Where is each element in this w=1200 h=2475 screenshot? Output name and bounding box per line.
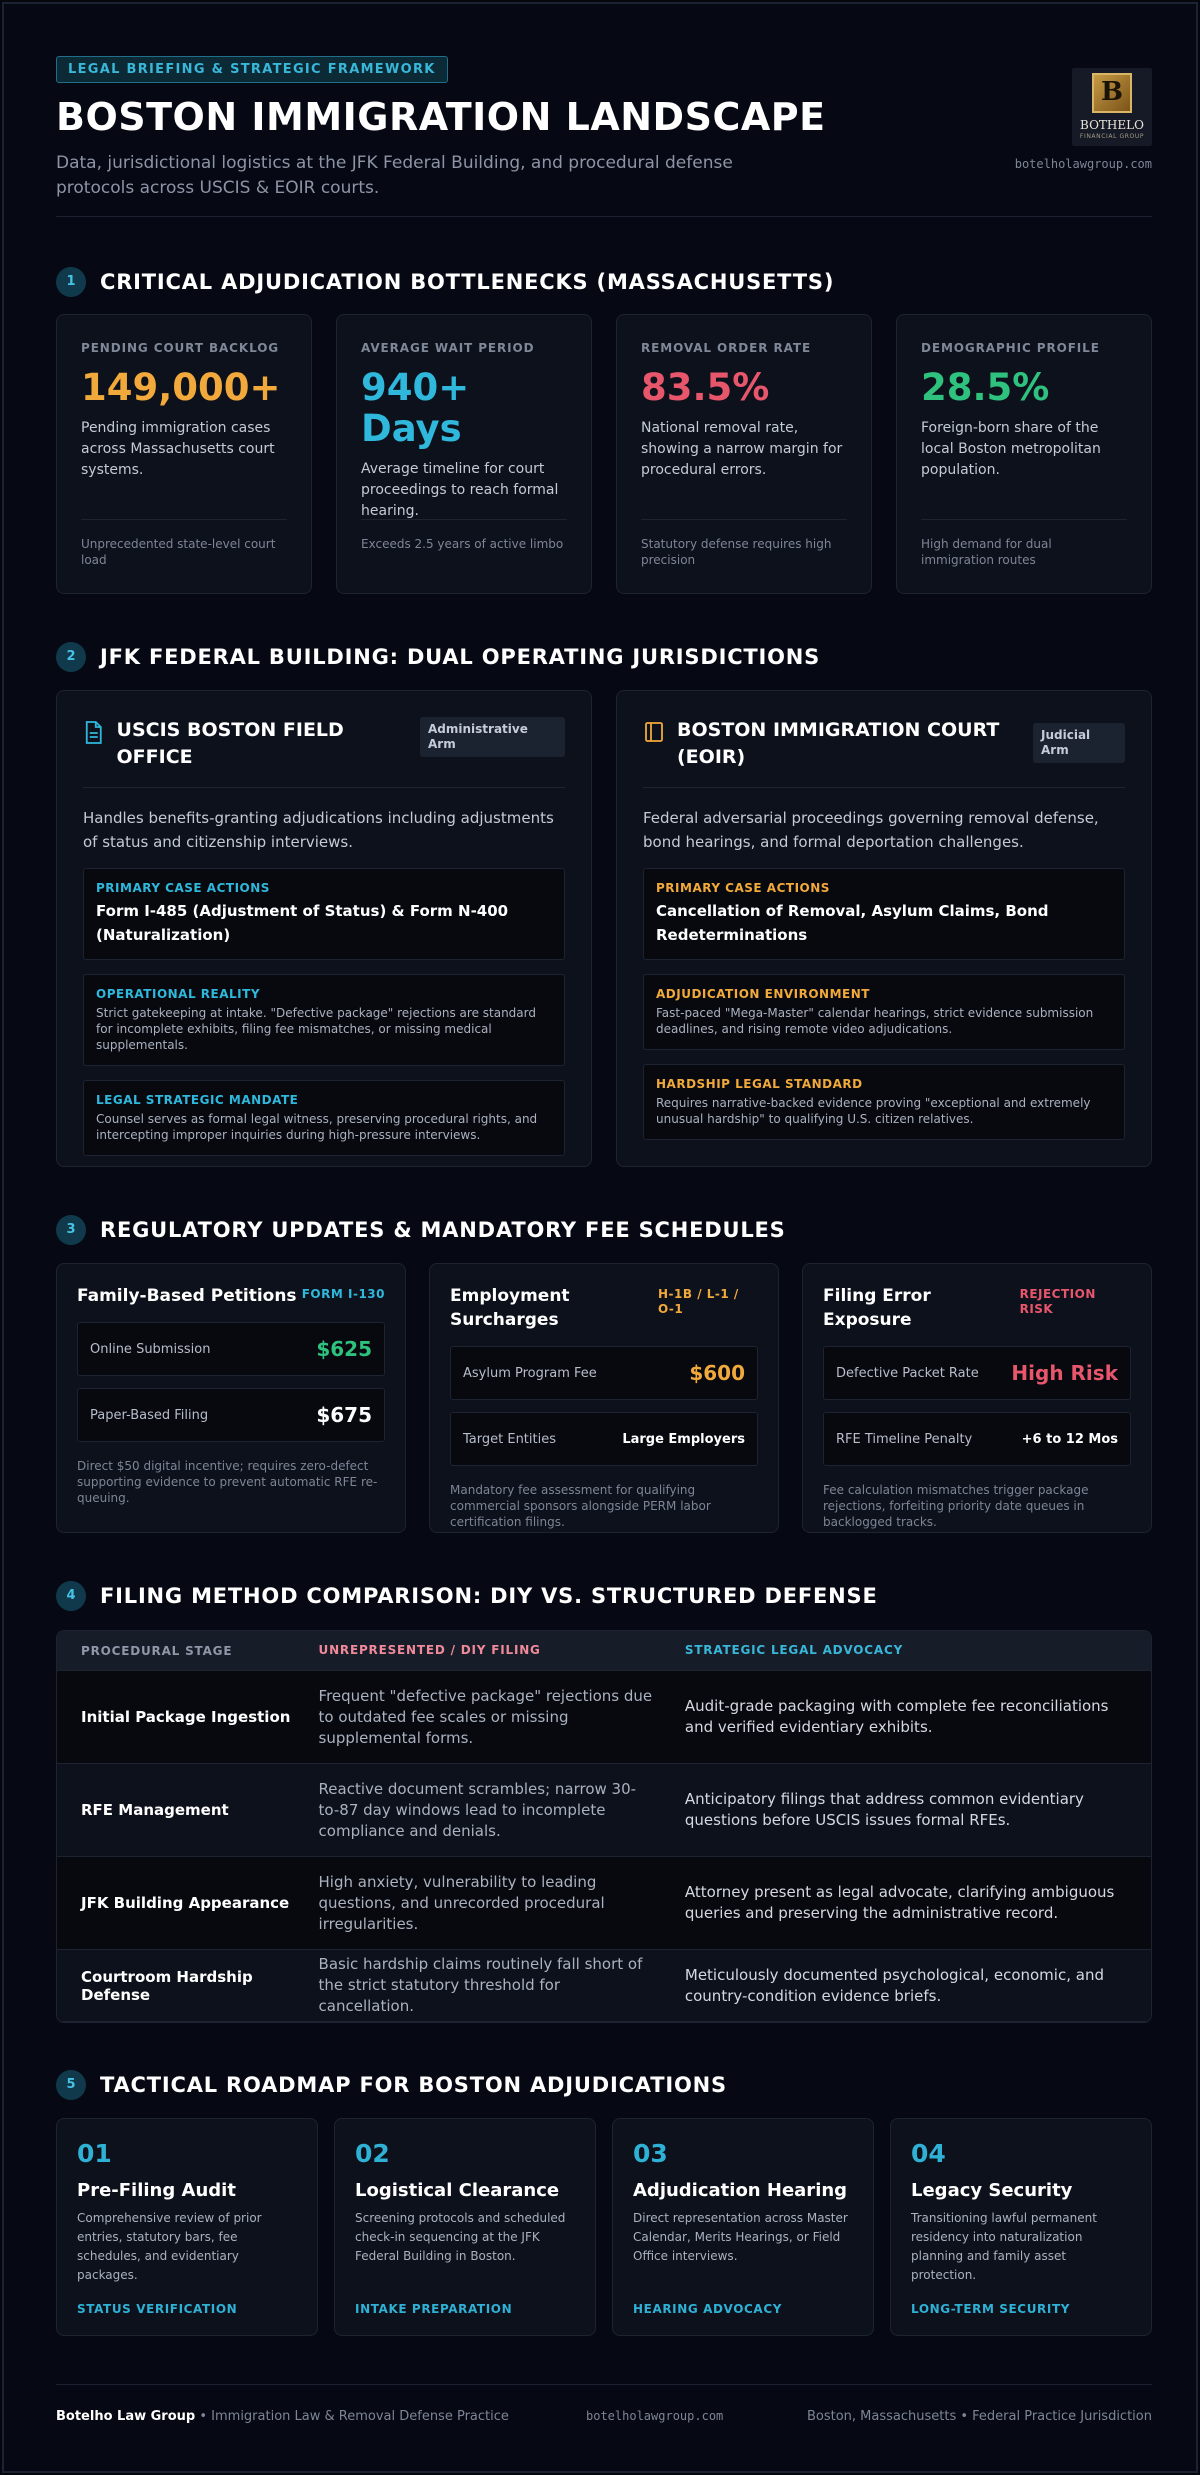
- uscis-tag: Administrative Arm: [420, 717, 565, 757]
- eoir-primary-label: PRIMARY CASE ACTIONS: [656, 881, 830, 895]
- stat-description: National removal rate, showing a narrow margin for procedural errors.: [641, 420, 843, 478]
- row-diy: Frequent "defective package" rejections due to outdated fee scales or missing supplemental forms.: [318, 1686, 653, 1747]
- eoir-hardship-box: [643, 1064, 1125, 1140]
- fee-card-note: Fee calculation mismatches trigger package rejections, forfeiting priority date queues in backlogged tracks.: [823, 1483, 1089, 1529]
- fee-card-tag: H-1B / L-1 / O-1: [658, 1287, 739, 1316]
- table-row: [57, 1950, 1151, 2022]
- page-header: [56, 56, 1152, 216]
- eoir-hardship-label: HARDSHIP LEGAL STANDARD: [656, 1077, 863, 1091]
- uscis-primary-value: Form I-485 (Adjustment of Status) & Form N-400 (Naturalization): [96, 902, 509, 944]
- eoir-hardship-text: Requires narrative-backed evidence proving "exceptional and extremely unusual hardship" to qualifying U.S. citizen relatives.: [656, 1096, 1091, 1126]
- stat-card: [896, 314, 1152, 594]
- fee-card-note: Mandatory fee assessment for qualifying commercial sponsors alongside PERM labor certification filings.: [450, 1483, 711, 1529]
- section-number: 3: [56, 1215, 86, 1245]
- fee-row-label: Asylum Program Fee: [463, 1365, 597, 1381]
- header-stage: PROCEDURAL STAGE: [81, 1643, 233, 1658]
- row-diy: Reactive document scrambles; narrow 30-to-87 day windows lead to incomplete compliance and denials.: [318, 1779, 637, 1840]
- step-action: INTAKE PREPARATION: [355, 2302, 513, 2316]
- fee-row-label: Target Entities: [463, 1431, 556, 1447]
- row-advocacy: Attorney present as legal advocate, clarifying ambiguous queries and preserving the administrative record.: [684, 1883, 1115, 1922]
- logo-subtitle: FINANCIAL GROUP: [1079, 133, 1145, 140]
- fee-row-label: RFE Timeline Penalty: [836, 1431, 973, 1447]
- footer-divider: [56, 2384, 1152, 2385]
- roadmap-step: [612, 2118, 874, 2336]
- fee-card-header: [450, 1284, 758, 1332]
- uscis-operational-text: Strict gatekeeping at intake. "Defective package" rejections are standard for incomplete exhibits, filing fee mismatches, or missing medical supplementals.: [96, 1006, 536, 1052]
- stat-card: [56, 314, 312, 594]
- section-number: 1: [56, 267, 86, 297]
- section-title: TACTICAL ROADMAP FOR BOSTON ADJUDICATIONS: [100, 2073, 727, 2097]
- fee-row: [450, 1412, 758, 1466]
- fee-row-value: High Risk: [1011, 1361, 1118, 1385]
- comparison-table: [56, 1630, 1152, 2023]
- table-row: [57, 1857, 1151, 1950]
- stat-label: PENDING COURT BACKLOG: [81, 341, 280, 355]
- section-title: JFK FEDERAL BUILDING: DUAL OPERATING JURISDICTIONS: [100, 645, 821, 669]
- step-number: 02: [355, 2139, 390, 2168]
- step-number: 01: [77, 2139, 112, 2168]
- uscis-mandate-box: [83, 1080, 565, 1156]
- step-action: HEARING ADVOCACY: [633, 2302, 783, 2316]
- section-title: CRITICAL ADJUDICATION BOTTLENECKS (MASSACHUSETTS): [100, 270, 835, 294]
- stat-value: 83.5%: [641, 366, 770, 409]
- section-jurisdictions: [56, 642, 1152, 672]
- eoir-environment-text: Fast-paced "Mega-Master" calendar hearings, strict evidence submission deadlines, and rising remote video adjudications.: [656, 1006, 1094, 1036]
- eoir-title: BOSTON IMMIGRATION COURT (EOIR): [677, 719, 1000, 768]
- step-action: STATUS VERIFICATION: [77, 2302, 238, 2316]
- step-title: Legacy Security: [911, 2180, 1073, 2201]
- page-subtitle: Data, jurisdictional logistics at the JFK Federal Building, and procedural defense protocols across USCIS & EOIR courts.: [56, 153, 733, 198]
- roadmap-step: [890, 2118, 1152, 2336]
- row-stage: JFK Building Appearance: [81, 1894, 290, 1912]
- fee-row-value: $600: [689, 1361, 745, 1385]
- header-diy: UNREPRESENTED / DIY FILING: [318, 1643, 541, 1657]
- logo-name: BOTHELO: [1080, 118, 1144, 132]
- stat-footnote: Exceeds 2.5 years of active limbo: [361, 519, 567, 552]
- fee-row: [77, 1388, 385, 1442]
- uscis-description: Handles benefits-granting adjudications including adjustments of status and citizenship interviews.: [83, 809, 554, 851]
- fee-row-value: $675: [316, 1403, 372, 1427]
- eoir-card: [616, 690, 1152, 1167]
- page-frame: [2, 2, 1198, 2473]
- row-diy: Basic hardship claims routinely fall short of the strict statutory threshold for cancellation.: [318, 1955, 643, 2015]
- fee-card-header: [823, 1284, 1131, 1332]
- eoir-environment-label: ADJUDICATION ENVIRONMENT: [656, 987, 870, 1001]
- step-title: Logistical Clearance: [355, 2180, 560, 2201]
- fee-card-tag: FORM I-130: [301, 1287, 385, 1301]
- stat-value: 149,000+: [81, 366, 281, 409]
- roadmap-step: [334, 2118, 596, 2336]
- uscis-operational-box: [83, 974, 565, 1066]
- stat-label: AVERAGE WAIT PERIOD: [361, 341, 535, 355]
- section-fees: [56, 1215, 1152, 1245]
- table-row: [57, 1764, 1151, 1857]
- fee-card-title: Family-Based Petitions: [77, 1286, 297, 1306]
- fee-card: [429, 1263, 779, 1533]
- uscis-primary-label: PRIMARY CASE ACTIONS: [96, 881, 270, 895]
- briefing-badge: LEGAL BRIEFING & STRATEGIC FRAMEWORK: [56, 56, 448, 83]
- fee-row-value: Large Employers: [622, 1431, 745, 1447]
- section-roadmap: [56, 2070, 1152, 2100]
- uscis-operational-label: OPERATIONAL REALITY: [96, 987, 261, 1001]
- fee-row: [823, 1346, 1131, 1400]
- uscis-card: [56, 690, 592, 1167]
- step-description: Transitioning lawful permanent residency into naturalization planning and family asset protection.: [911, 2211, 1097, 2282]
- header-advocacy: STRATEGIC LEGAL ADVOCACY: [684, 1643, 904, 1657]
- section-number: 4: [56, 1581, 86, 1611]
- uscis-primary-box: [83, 868, 565, 960]
- step-title: Pre-Filing Audit: [77, 2180, 236, 2201]
- fee-row: [823, 1412, 1131, 1466]
- row-advocacy: Meticulously documented psychological, economic, and country-condition evidence briefs.: [684, 1965, 1104, 2005]
- footer-url-link[interactable]: botelholawgroup.com: [586, 2409, 724, 2423]
- fee-row-label: Paper-Based Filing: [90, 1407, 209, 1423]
- uscis-mandate-text: Counsel serves as formal legal witness, preserving procedural rights, and intercepting improper inquiries during high-pressure interviews.: [96, 1112, 538, 1142]
- stat-footnote: Unprecedented state-level court load: [81, 519, 287, 568]
- section-bottlenecks: [56, 267, 1152, 297]
- eoir-environment-box: [643, 974, 1125, 1050]
- eoir-primary-box: [643, 868, 1125, 960]
- book-icon: [643, 721, 665, 743]
- stat-label: DEMOGRAPHIC PROFILE: [921, 341, 1100, 355]
- stat-label: REMOVAL ORDER RATE: [641, 341, 812, 355]
- eoir-description: Federal adversarial proceedings governing removal defense, bond hearings, and formal deportation challenges.: [643, 809, 1099, 851]
- stat-description: Pending immigration cases across Massachusetts court systems.: [81, 420, 275, 478]
- fee-card-title: Filing Error Exposure: [823, 1286, 931, 1330]
- row-advocacy: Audit-grade packaging with complete fee reconciliations and verified evidentiary exhibits.: [684, 1697, 1109, 1736]
- step-number: 03: [633, 2139, 668, 2168]
- fee-row-label: Defective Packet Rate: [836, 1365, 979, 1381]
- section-number: 5: [56, 2070, 86, 2100]
- section-title: FILING METHOD COMPARISON: DIY VS. STRUCTURED DEFENSE: [100, 1584, 878, 1608]
- fee-card-header: [77, 1284, 385, 1308]
- uscis-mandate-label: LEGAL STRATEGIC MANDATE: [96, 1093, 299, 1107]
- step-title: Adjudication Hearing: [633, 2180, 848, 2201]
- step-description: Comprehensive review of prior entries, statutory bars, fee schedules, and evidentiary packages.: [77, 2211, 262, 2282]
- row-stage: Courtroom Hardship Defense: [81, 1967, 253, 2004]
- stat-footnote: High demand for dual immigration routes: [921, 519, 1127, 568]
- step-action: LONG-TERM SECURITY: [911, 2302, 1071, 2316]
- firm-logo: [1072, 68, 1152, 146]
- row-stage: Initial Package Ingestion: [81, 1708, 291, 1726]
- header-url-link[interactable]: botelholawgroup.com: [1014, 157, 1152, 171]
- fee-row-value: +6 to 12 Mos: [1021, 1431, 1118, 1447]
- fee-card-title: Employment Surcharges: [450, 1286, 570, 1330]
- fee-row: [450, 1346, 758, 1400]
- stat-description: Foreign-born share of the local Boston metropolitan population.: [921, 420, 1101, 478]
- step-description: Direct representation across Master Calendar, Merits Hearings, or Field Office interviews.: [633, 2211, 848, 2263]
- fee-row-value: $625: [316, 1337, 372, 1361]
- section-comparison: [56, 1581, 1152, 1611]
- footer-firm: Botelho Law Group: [56, 2409, 196, 2424]
- fee-row: [77, 1322, 385, 1376]
- stat-value: 940+ Days: [361, 366, 470, 450]
- eoir-primary-value: Cancellation of Removal, Asylum Claims, Bond Redeterminations: [656, 902, 1049, 944]
- table-header: [57, 1631, 1151, 1671]
- page-title: BOSTON IMMIGRATION LANDSCAPE: [56, 95, 826, 139]
- fee-card: [802, 1263, 1152, 1533]
- header-divider: [56, 216, 1152, 217]
- footer-location: Boston, Massachusetts • Federal Practice Jurisdiction: [806, 2409, 1152, 2424]
- uscis-title: USCIS BOSTON FIELD OFFICE: [116, 719, 344, 768]
- roadmap-step: [56, 2118, 318, 2336]
- step-number: 04: [911, 2139, 946, 2168]
- fee-card-tag: REJECTION RISK: [1019, 1287, 1096, 1316]
- fee-card: [56, 1263, 406, 1533]
- row-diy: High anxiety, vulnerability to leading questions, and unrecorded procedural irregularities.: [318, 1872, 605, 1933]
- section-title: REGULATORY UPDATES & MANDATORY FEE SCHEDULES: [100, 1218, 786, 1242]
- eoir-tag: Judicial Arm: [1033, 723, 1125, 763]
- table-row: [57, 1671, 1151, 1764]
- fee-card-note: Direct $50 digital incentive; requires zero-defect supporting evidence to prevent automatic RFE re-queuing.: [77, 1459, 378, 1505]
- step-description: Screening protocols and scheduled check-in sequencing at the JFK Federal Building in Boston.: [355, 2211, 566, 2263]
- stat-value: 28.5%: [921, 366, 1050, 409]
- table-body: [57, 1671, 1151, 2022]
- section-number: 2: [56, 642, 86, 672]
- stat-card: [336, 314, 592, 594]
- document-icon: [83, 721, 105, 745]
- logo-mark-icon: B: [1092, 73, 1132, 113]
- footer-tagline: • Immigration Law & Removal Defense Practice: [195, 2409, 509, 2424]
- fee-row-label: Online Submission: [90, 1341, 211, 1357]
- row-advocacy: Anticipatory filings that address common evidentiary questions before USCIS issues formal RFEs.: [684, 1790, 1084, 1829]
- row-stage: RFE Management: [81, 1801, 229, 1819]
- page-content: [56, 56, 1152, 2424]
- stat-card: [616, 314, 872, 594]
- stat-footnote: Statutory defense requires high precision: [641, 519, 847, 568]
- stat-description: Average timeline for court proceedings to reach formal hearing.: [361, 461, 559, 519]
